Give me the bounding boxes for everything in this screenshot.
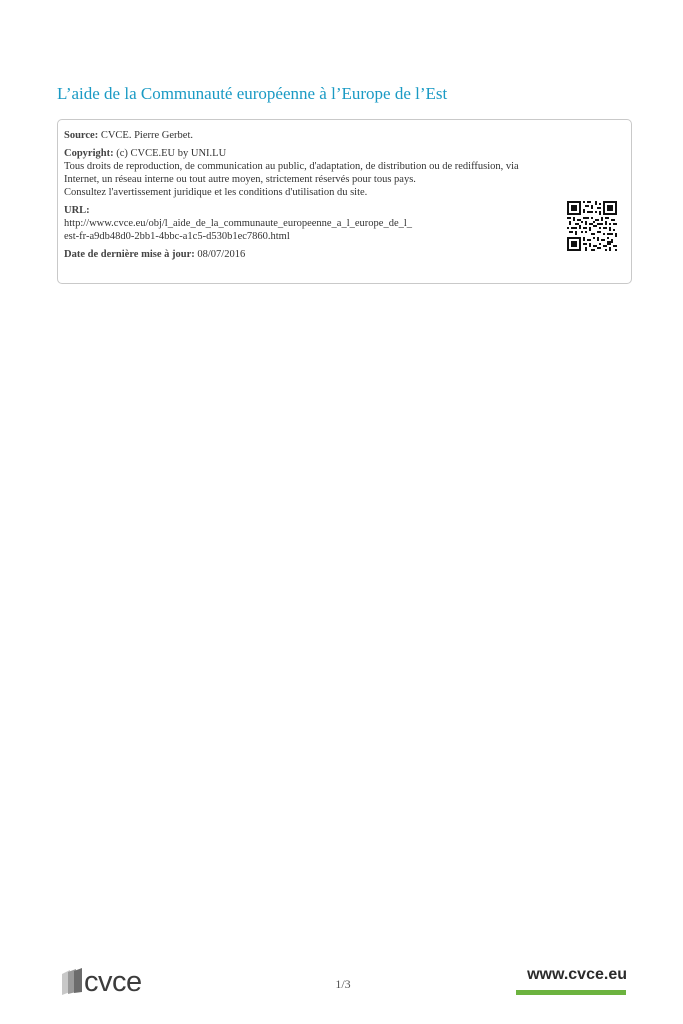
site-url[interactable]: www.cvce.eu [527, 966, 627, 983]
copyright-value: (c) CVCE.EU by UNI.LU [116, 148, 227, 159]
accent-bar [516, 990, 626, 995]
date-label: Date de dernière mise à jour: [64, 249, 195, 260]
url-label: URL: [64, 205, 90, 216]
page-number: 1/3 [335, 977, 351, 991]
copyright-row [64, 147, 625, 199]
url-line-1: http://www.cvce.eu/obj/l_aide_de_la_communaute_europeenne_a_l_europe_de_l_ [64, 218, 413, 229]
date-row [64, 248, 625, 261]
qr-code-icon [567, 201, 617, 251]
rights-line-3: Consultez l'avertissement juridique et les conditions d'utilisation du site. [64, 187, 368, 198]
url-line-2: est-fr-a9db48d0-2bb1-4bbc-a1c5-d530b1ec7860.html [64, 231, 290, 242]
cvce-logo-text: cvce [84, 966, 142, 996]
url-row [64, 204, 625, 243]
date-value: 08/07/2016 [197, 249, 246, 260]
source-label: Source: [64, 130, 99, 141]
document-title: L’aide de la Communauté européenne à l’Europe de l’Est [57, 84, 448, 103]
source-row [64, 129, 625, 142]
cvce-logo-pages-icon [62, 968, 82, 995]
source-value: CVCE. Pierre Gerbet. [100, 130, 193, 141]
document-info-box [57, 119, 632, 284]
document-url-link[interactable] [64, 217, 534, 243]
copyright-label: Copyright: [64, 148, 114, 159]
rights-line-2: Internet, un réseau interne ou tout autre moyen, strictement réservés pour tous pays. [64, 174, 416, 185]
cvce-logo [60, 966, 178, 996]
rights-line-1: Tous droits de reproduction, de communication au public, d'adaptation, de distribution ou de rediffusion, via [64, 161, 519, 172]
